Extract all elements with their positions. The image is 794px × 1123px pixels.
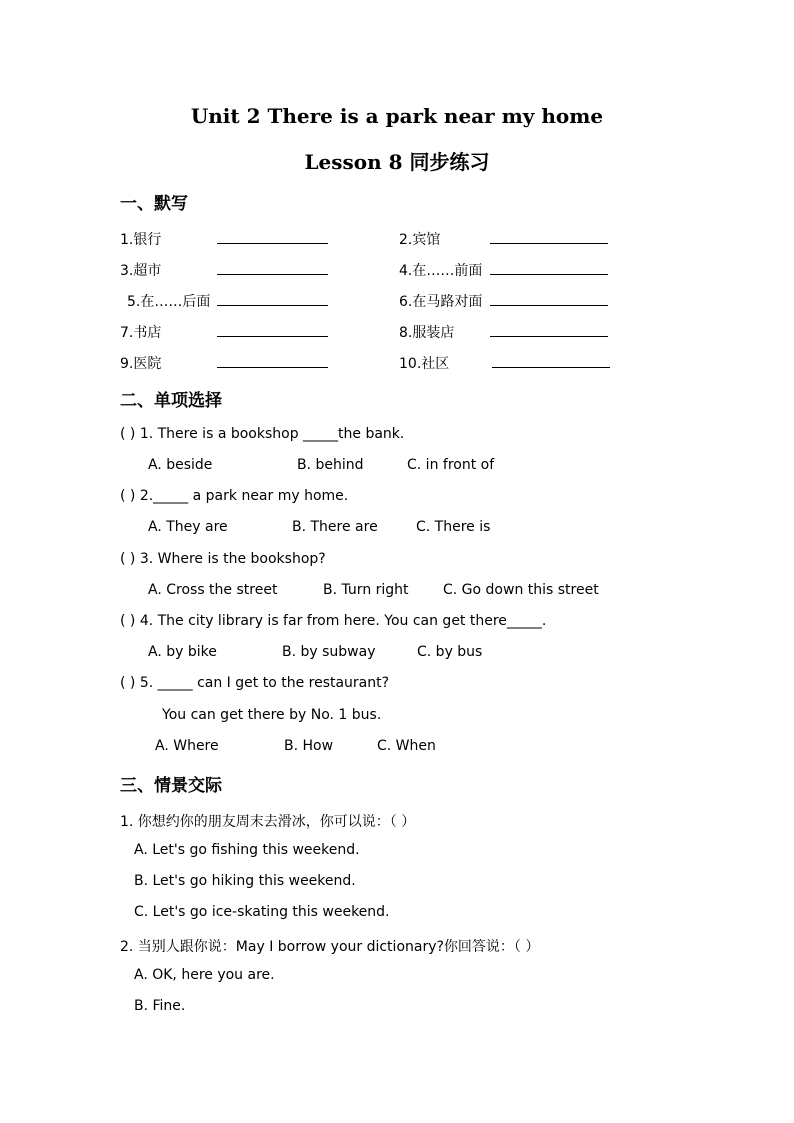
answer-blank[interactable]: [217, 305, 328, 306]
dictation-item: 7.书店: [120, 325, 162, 341]
dictation-item: 5.在……后面: [127, 294, 211, 310]
answer-blank[interactable]: [217, 243, 328, 244]
answer-option[interactable]: A. Cross the street: [148, 582, 278, 598]
question-stem: 1. 你想约你的朋友周末去滑冰，你可以说：（ ）: [120, 814, 416, 830]
question-stem: ( ) 5. _____ can I get to the restaurant?: [120, 675, 390, 691]
answer-blank[interactable]: [217, 367, 328, 368]
answer-option[interactable]: A. Let's go fishing this weekend.: [134, 842, 360, 858]
answer-blank[interactable]: [490, 274, 608, 275]
answer-blank[interactable]: [217, 274, 328, 275]
question-stem: 2. 当别人跟你说：May I borrow your dictionary?你回答说：（ ）: [120, 939, 540, 955]
answer-blank[interactable]: [490, 243, 608, 244]
answer-option[interactable]: A. They are: [148, 519, 228, 535]
answer-option[interactable]: B. behind: [297, 457, 364, 473]
answer-blank[interactable]: [490, 305, 608, 306]
dictation-item: 2.宾馆: [399, 232, 441, 248]
dictation-item: 3.超市: [120, 263, 162, 279]
answer-option[interactable]: A. beside: [148, 457, 213, 473]
answer-blank[interactable]: [492, 367, 610, 368]
answer-option[interactable]: C. in front of: [407, 457, 495, 473]
answer-option[interactable]: C. There is: [416, 519, 491, 535]
answer-option[interactable]: C. Let's go ice-skating this weekend.: [134, 904, 390, 920]
dictation-item: 9.医院: [120, 356, 162, 372]
question-context: You can get there by No. 1 bus.: [162, 707, 382, 723]
section-heading-dictation: 一、默写: [120, 194, 188, 214]
answer-option[interactable]: A. OK, here you are.: [134, 967, 275, 983]
question-stem: ( ) 1. There is a bookshop _____the bank.: [120, 426, 405, 442]
dictation-item: 10.社区: [399, 356, 450, 372]
question-stem: ( ) 3. Where is the bookshop?: [120, 551, 326, 567]
section-heading-multiple-choice: 二、单项选择: [120, 391, 222, 411]
section-heading-situational: 三、情景交际: [120, 776, 222, 796]
answer-option[interactable]: B. Fine.: [134, 998, 186, 1014]
answer-option[interactable]: B. Let's go hiking this weekend.: [134, 873, 356, 889]
dictation-item: 6.在马路对面: [399, 294, 483, 310]
page-subtitle: Lesson 8 同步练习: [304, 150, 490, 174]
answer-option[interactable]: C. When: [377, 738, 436, 754]
dictation-item: 8.服装店: [399, 325, 455, 341]
answer-option[interactable]: A. by bike: [148, 644, 217, 660]
answer-option[interactable]: C. by bus: [417, 644, 483, 660]
question-stem: ( ) 2._____ a park near my home.: [120, 488, 349, 504]
question-stem: ( ) 4. The city library is far from here. You can get there_____.: [120, 613, 547, 629]
answer-blank[interactable]: [490, 336, 608, 337]
answer-option[interactable]: B. by subway: [282, 644, 376, 660]
answer-blank[interactable]: [217, 336, 328, 337]
answer-option[interactable]: C. Go down this street: [443, 582, 599, 598]
answer-option[interactable]: B. How: [284, 738, 334, 754]
answer-option[interactable]: B. There are: [292, 519, 378, 535]
answer-option[interactable]: A. Where: [155, 738, 219, 754]
dictation-item: 4.在……前面: [399, 263, 483, 279]
dictation-item: 1.银行: [120, 232, 162, 248]
answer-option[interactable]: B. Turn right: [323, 582, 409, 598]
page-title: Unit 2 There is a park near my home: [190, 104, 604, 128]
